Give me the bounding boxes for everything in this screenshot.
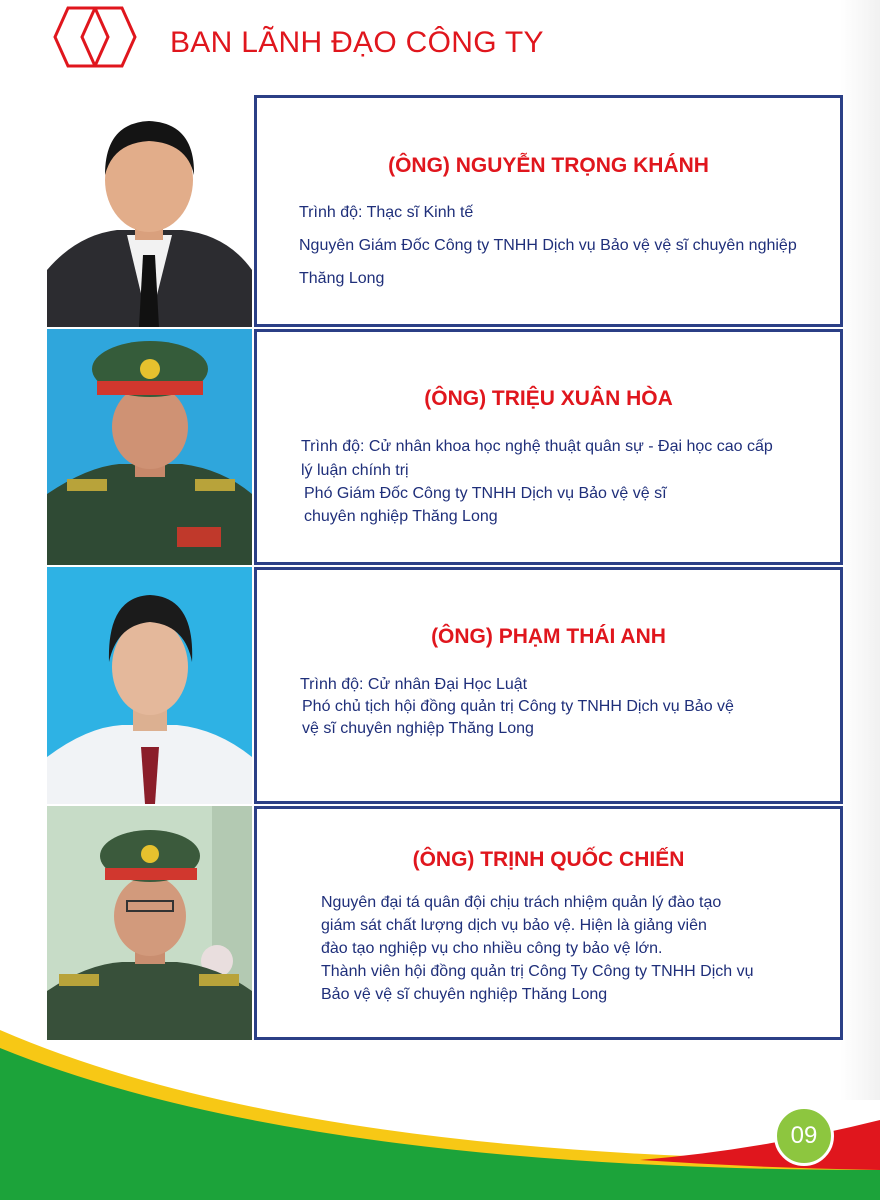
leader-detail-line: Phó Giám Đốc Công ty TNHH Dịch vụ Bảo vệ vệ sĩ (304, 485, 667, 502)
leader-detail-line: giám sát chất lượng dịch vụ bảo vệ. Hiện là giảng viên (321, 917, 707, 934)
leader-row (47, 567, 843, 804)
leader-photo (47, 329, 252, 565)
leader-name: (ÔNG) TRỊNH QUỐC CHIẾN (412, 848, 685, 871)
leader-detail-line: Thăng Long (299, 270, 385, 287)
leader-detail-line: Trình độ: Cử nhân khoa học nghệ thuật quân sự - Đại học cao cấp (301, 438, 773, 455)
leader-name: (ÔNG) TRIỆU XUÂN HÒA (424, 387, 673, 410)
leader-detail-line: chuyên nghiệp Thăng Long (304, 508, 498, 525)
hexagon-logo-icon (50, 6, 140, 68)
leader-detail-line: đào tạo nghiệp vụ cho nhiều công ty bảo vệ lớn. (321, 940, 663, 957)
leader-row (47, 806, 843, 1040)
leader-name: (ÔNG) NGUYỄN TRỌNG KHÁNH (388, 154, 709, 177)
leader-info-card (254, 806, 843, 1040)
leader-info-card (254, 95, 843, 327)
bottom-swoosh-decoration (0, 1010, 880, 1200)
page-title: BAN LÃNH ĐẠO CÔNG TY (170, 26, 544, 59)
leader-detail-line: Bảo vệ vệ sĩ chuyên nghiệp Thăng Long (321, 986, 608, 1003)
leader-photo (47, 95, 252, 327)
leader-info-card (254, 329, 843, 565)
leader-photo (47, 806, 252, 1040)
leader-info-card (254, 567, 843, 804)
leader-detail-line: Phó chủ tịch hội đồng quản trị Công ty TNHH Dịch vụ Bảo vệ (302, 698, 734, 715)
leader-row (47, 95, 843, 327)
leader-name: (ÔNG) PHẠM THÁI ANH (431, 625, 666, 648)
leader-detail-line: Trình độ: Cử nhân Đại Học Luật (300, 676, 528, 693)
leader-detail-line: Thành viên hội đồng quản trị Công Ty Công ty TNHH Dịch vụ (321, 963, 754, 980)
leader-row (47, 329, 843, 565)
leader-detail-line: Nguyên đại tá quân đội chịu trách nhiệm quản lý đào tạo (321, 894, 722, 911)
leader-detail-line: vệ sĩ chuyên nghiệp Thăng Long (302, 720, 534, 737)
leader-detail-line: Nguyên Giám Đốc Công ty TNHH Dịch vụ Bảo vệ vệ sĩ chuyên nghiệp (299, 237, 797, 254)
page-number-badge: 09 (774, 1106, 834, 1166)
leader-detail-line: lý luận chính trị (301, 462, 409, 479)
leader-photo (47, 567, 252, 804)
leader-detail-line: Trình độ: Thạc sĩ Kinh tế (299, 204, 474, 221)
page-edge-shade (840, 0, 880, 1100)
